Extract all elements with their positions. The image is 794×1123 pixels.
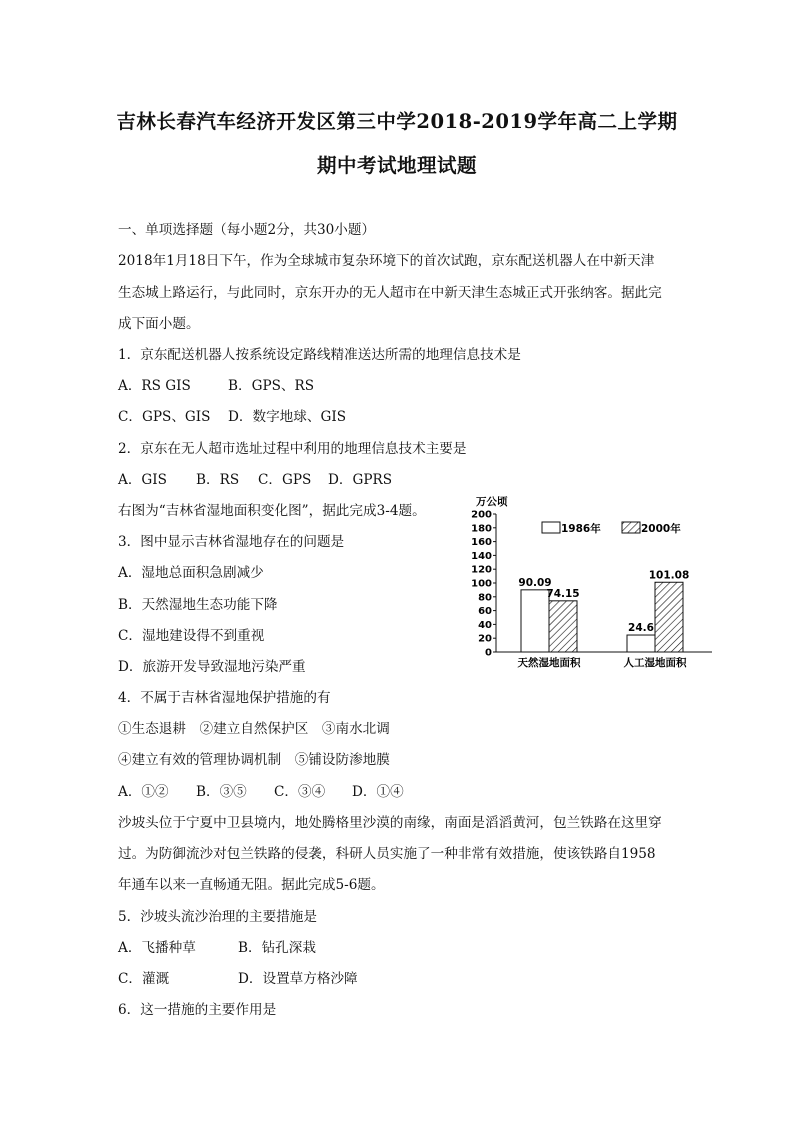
q1-option-a: A．RS GIS bbox=[118, 378, 191, 394]
bar-data-label: 24.6 bbox=[628, 622, 654, 635]
q1-stem: 1．京东配送机器人按系统设定路线精准送达所需的地理信息技术是 bbox=[118, 347, 521, 363]
passage56-line2: 过。为防御流沙对包兰铁路的侵袭，科研人员实施了一种非常有效措施，使该铁路自1958 bbox=[118, 846, 656, 862]
q2-option-a: A．GIS bbox=[118, 472, 167, 488]
q4-items-row1: ①生态退耕 ②建立自然保护区 ③南水北调 bbox=[118, 721, 390, 737]
legend-swatch bbox=[542, 522, 560, 533]
y-axis-label: 万公顷 bbox=[476, 496, 508, 508]
q2-option-c: C．GPS bbox=[258, 472, 312, 488]
q4-items-row2: ④建立有效的管理协调机制 ⑤铺设防渗地膜 bbox=[118, 752, 390, 768]
bar bbox=[655, 582, 683, 652]
passage56-line1: 沙坡头位于宁夏中卫县境内，地处腾格里沙漠的南缘，南面是滔滔黄河，包兰铁路在这里穿 bbox=[118, 815, 662, 831]
y-tick-label: 0 bbox=[485, 647, 492, 659]
bar bbox=[627, 635, 655, 652]
q5-options-row2 bbox=[118, 967, 358, 987]
q1-option-d: D．数字地球、GIS bbox=[228, 409, 347, 425]
q5-option-b: B．钻孔深栽 bbox=[238, 940, 316, 956]
q1-option-c: C．GPS、GIS bbox=[118, 409, 211, 425]
q3-option-b: B．天然湿地生态功能下降 bbox=[118, 597, 278, 613]
passage1-line1: 2018年1月18日下午，作为全球城市复杂环境下的首次试跑，京东配送机器人在中新天津 bbox=[118, 253, 655, 269]
passage56-line3: 年通车以来一直畅通无阻。据此完成5-6题。 bbox=[118, 877, 385, 893]
passage1-line2: 生态城上路运行，与此同时，京东开办的无人超市在中新天津生态城正式开张纳客。据此完 bbox=[118, 285, 662, 301]
q1-options-row1 bbox=[118, 374, 314, 394]
legend-label: 2000年 bbox=[641, 523, 681, 535]
q2-options bbox=[118, 468, 392, 488]
y-tick-label: 180 bbox=[471, 523, 492, 535]
q5-option-c: C．灌溉 bbox=[118, 971, 170, 987]
q5-option-d: D．设置草方格沙障 bbox=[238, 971, 358, 987]
page-title-line2: 期中考试地理试题 bbox=[316, 154, 477, 177]
q3-option-a: A．湿地总面积急剧减少 bbox=[118, 565, 264, 581]
x-category-label: 天然湿地面积 bbox=[517, 657, 581, 669]
y-tick-label: 160 bbox=[471, 537, 492, 549]
q4-options bbox=[118, 780, 404, 800]
q2-option-b: B．RS bbox=[196, 472, 240, 488]
q1-options-row2 bbox=[118, 405, 346, 425]
q5-option-a: A．飞播种草 bbox=[118, 940, 196, 956]
bar-data-label: 101.08 bbox=[648, 569, 690, 582]
bar bbox=[521, 590, 549, 652]
y-tick-label: 20 bbox=[478, 633, 492, 645]
q4-stem: 4．不属于吉林省湿地保护措施的有 bbox=[118, 690, 331, 706]
wetland-area-chart bbox=[470, 492, 720, 681]
y-tick-label: 60 bbox=[478, 606, 492, 618]
q2-stem: 2．京东在无人超市选址过程中利用的地理信息技术主要是 bbox=[118, 441, 467, 457]
chart-svg bbox=[470, 492, 720, 677]
q5-options-row1 bbox=[118, 936, 316, 956]
legend-label: 1986年 bbox=[561, 523, 601, 535]
intro-q3-q4: 右图为“吉林省湿地面积变化图”，据此完成3-4题。 bbox=[118, 503, 426, 519]
page-title-line1: 吉林长春汽车经济开发区第三中学2018-2019学年高二上学期 bbox=[116, 110, 678, 133]
q6-stem: 6．这一措施的主要作用是 bbox=[118, 1002, 277, 1018]
q2-option-d: D．GPRS bbox=[328, 472, 393, 488]
y-tick-label: 80 bbox=[478, 592, 492, 604]
q3-option-d: D．旅游开发导致湿地污染严重 bbox=[118, 659, 306, 675]
q4-option-b: B．③⑤ bbox=[196, 784, 247, 800]
q3-stem: 3．图中显示吉林省湿地存在的问题是 bbox=[118, 534, 345, 550]
bar bbox=[549, 601, 577, 652]
q3-option-c: C．湿地建设得不到重视 bbox=[118, 628, 265, 644]
q5-stem: 5．沙坡头流沙治理的主要措施是 bbox=[118, 909, 317, 925]
q4-option-c: C．③④ bbox=[274, 784, 326, 800]
y-tick-label: 120 bbox=[471, 564, 492, 576]
x-category-label: 人工湿地面积 bbox=[623, 657, 687, 669]
q4-option-a: A．①② bbox=[118, 784, 169, 800]
y-tick-label: 140 bbox=[471, 550, 492, 562]
q4-option-d: D．①④ bbox=[352, 784, 404, 800]
y-tick-label: 40 bbox=[478, 619, 492, 631]
bar-data-label: 90.09 bbox=[518, 576, 552, 589]
bar-data-label: 74.15 bbox=[546, 587, 580, 600]
y-tick-label: 100 bbox=[471, 578, 492, 590]
q1-option-b: B．GPS、RS bbox=[228, 378, 315, 394]
legend-swatch bbox=[622, 522, 640, 533]
y-tick-label: 200 bbox=[471, 509, 492, 521]
passage1-line3: 成下面小题。 bbox=[118, 316, 200, 332]
section-heading: 一、单项选择题（每小题2分，共30小题） bbox=[118, 222, 376, 238]
